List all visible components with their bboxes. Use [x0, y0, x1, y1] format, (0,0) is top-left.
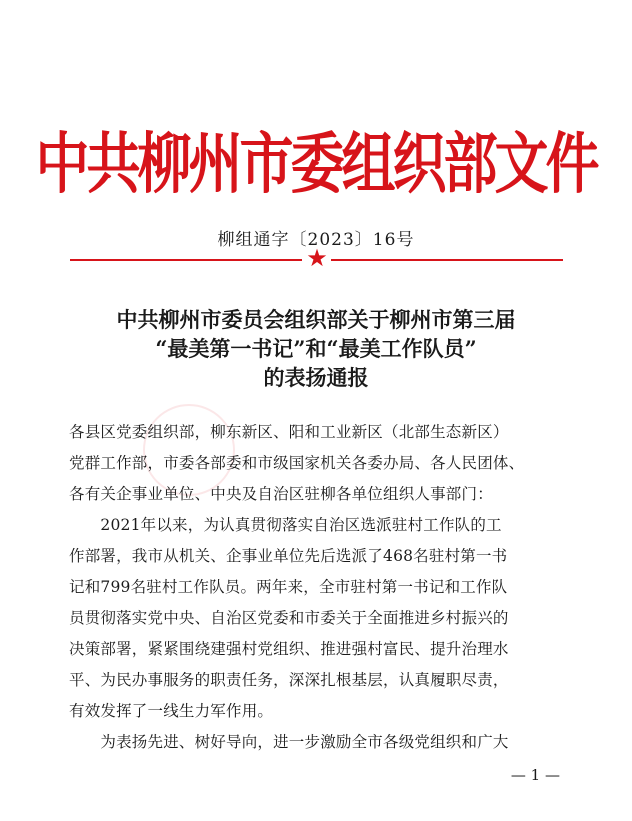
notice-title-line-1: 中共柳州市委员会组织部关于柳州市第三届: [116, 307, 516, 332]
body-line: 作部署，我市从机关、企事业单位先后选派了468名驻村第一书: [69, 547, 508, 565]
body-line: 2021年以来，为认真贯彻落实自治区选派驻村工作队的工: [69, 516, 502, 534]
page-number: — 1 —: [510, 766, 560, 784]
document-number: 柳组通字〔2023〕16号: [217, 230, 415, 250]
page-number-footer: [0, 766, 632, 784]
body-line: 记和799名驻村工作队员。两年来，全市驻村第一书记和工作队: [69, 578, 508, 596]
body-line: 有效发挥了一线生力军作用。: [69, 702, 274, 720]
notice-title-line-2: “最美第一书记”和“最美工作队员”: [155, 336, 477, 361]
document-header-title: 中共柳州市委组织部文件: [35, 124, 597, 203]
body-line: 决策部署，紧紧围绕建强村党组织、推进强村富民、提升治理水: [69, 640, 509, 658]
body-line: 员贯彻落实党中央、自治区党委和市委关于全面推进乡村振兴的: [69, 609, 509, 627]
red-star-icon: ★: [306, 244, 328, 272]
body-line: 党群工作部，市委各部委和市级国家机关各委办局、各人民团体、: [69, 454, 525, 472]
body-line: 各县区党委组织部，柳东新区、阳和工业新区（北部生态新区）: [69, 423, 509, 441]
body-line: 各有关企事业单位、中央及自治区驻柳各单位组织人事部门：: [69, 485, 493, 503]
body-line: 为表扬先进、树好导向，进一步激励全市各级党组织和广大: [69, 733, 509, 751]
notice-title-line-3: 的表扬通报: [263, 365, 369, 390]
red-rule-right: [331, 259, 563, 261]
red-rule-left: [70, 259, 302, 261]
body-line: 平、为民办事服务的职责任务，深深扎根基层，认真履职尽责，: [69, 671, 509, 689]
